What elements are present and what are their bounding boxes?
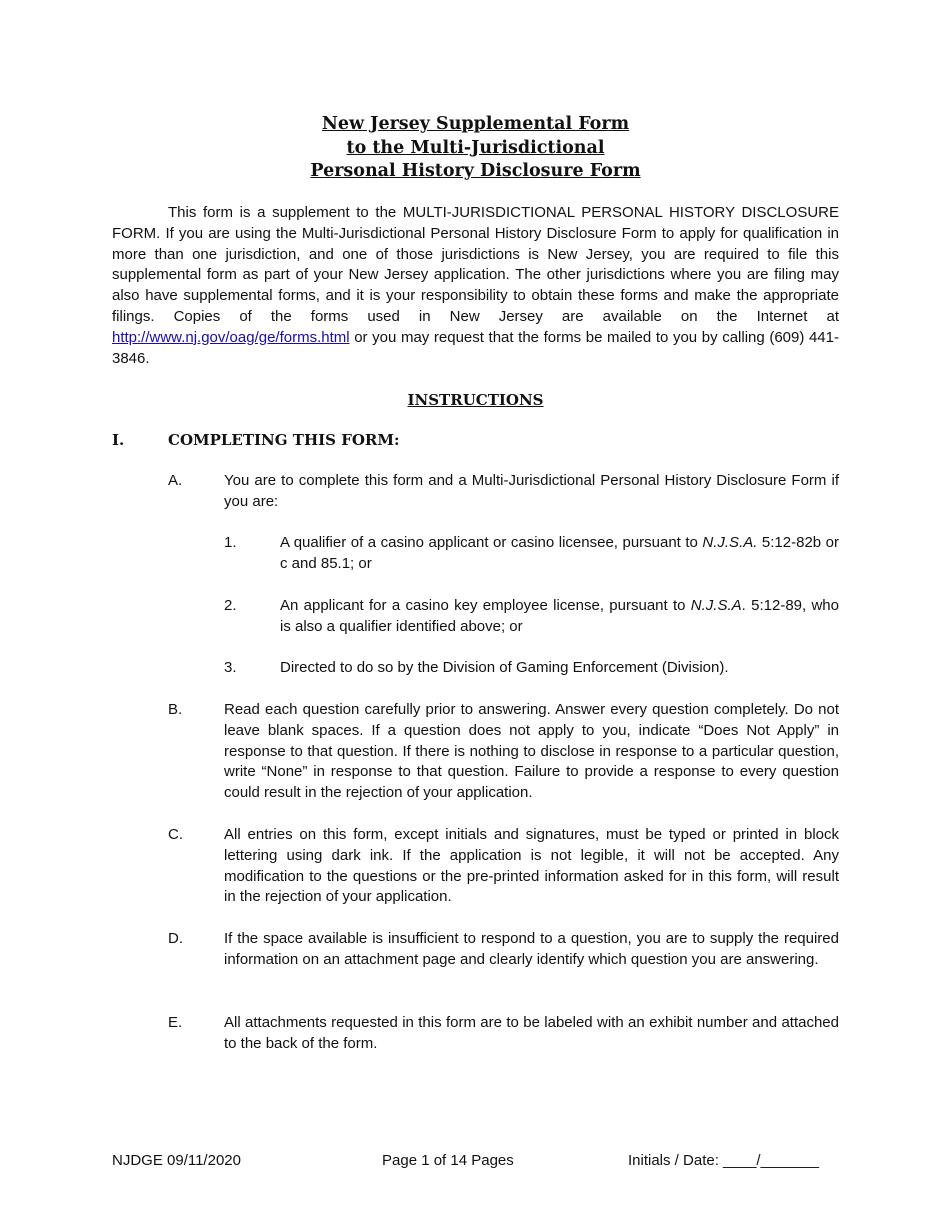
statute-citation: N.J.S.A. — [702, 534, 758, 551]
intro-text-after-link: or you may request that the forms be mailed to you by calling (609) 441-3846. — [112, 328, 839, 367]
footer-form-id: NJDGE 09/11/2020 — [112, 1152, 241, 1169]
item-text: Directed to do so by the Division of Gaming Enforcement (Division). — [280, 659, 729, 676]
item-label: A. — [168, 472, 183, 489]
title-line-1: New Jersey Supplemental Form — [321, 114, 630, 134]
list-item-C — [168, 825, 839, 908]
document-title — [112, 113, 839, 184]
list-item-D — [168, 929, 839, 971]
item-text — [280, 533, 839, 575]
list-item-A2 — [224, 596, 839, 638]
item-label: D. — [168, 930, 183, 947]
item-text: You are to complete this form and a Multi-Jurisdictional Personal History Disclosure Form if you are: — [224, 472, 839, 510]
item-label: 1. — [224, 534, 237, 551]
list-item-E — [168, 1013, 839, 1055]
title-line-2: to the Multi-Jurisdictional — [346, 137, 605, 158]
intro-paragraph — [112, 203, 839, 369]
item-text: All entries on this form, except initials and signatures, must be typed or printed in block lettering using dark ink. If the application is not legible, it will not be accepted. Any modification to the questions or the pre-printed information asked for in this form, will result in the rejection of your application. — [224, 826, 839, 906]
statute-citation: N.J.S.A — [690, 597, 742, 614]
instructions-heading: INSTRUCTIONS — [407, 391, 544, 409]
item-text-after: 5:12-82b or c and 85.1; or — [280, 534, 839, 572]
footer-initials-date[interactable]: Initials / Date: ____/_______ — [628, 1152, 819, 1169]
item-label: 3. — [224, 659, 237, 676]
intro-text-before-link: This form is a supplement to the MULTI-JURISDICTIONAL PERSONAL HISTORY DISCLOSURE FORM. If you are using the Multi-Jurisdictional Personal History Disclosure Form to apply for qualification in more than one jurisdiction, and one of those jurisdictions is New Jersey, you are required to file this supplemental form as part of your New Jersey application. The other jurisdictions where you are filing may also have supplemental forms, and it is your responsibility to obtain these forms and make the appropriate filings. Copies of the forms used in New Jersey are available on the Internet at — [112, 204, 839, 325]
list-item-B — [168, 700, 839, 804]
item-text: All attachments requested in this form are to be labeled with an exhibit number and attached to the back of the form. — [224, 1014, 839, 1052]
item-text: If the space available is insufficient to respond to a question, you are to supply the required information on an attachment page and clearly identify which question you are answering. — [224, 930, 839, 968]
item-text — [280, 596, 839, 638]
title-line-3: Personal History Disclosure Form — [310, 161, 641, 181]
section-title: COMPLETING THIS FORM: — [168, 431, 400, 449]
item-text-before: A qualifier of a casino applicant or casino licensee, pursuant to — [280, 534, 698, 551]
list-item-A1 — [224, 533, 839, 575]
list-item-A — [168, 471, 839, 513]
item-label: B. — [168, 701, 183, 718]
list-item-A3 — [224, 658, 839, 679]
item-label: 2. — [224, 597, 237, 614]
item-text-before: An applicant for a casino key employee license, pursuant to — [280, 597, 686, 614]
item-label: E. — [168, 1014, 183, 1031]
item-text: Read each question carefully prior to answering. Answer every question completely. Do not leave blank spaces. If a question does not apply to you, indicate “Does Not Apply” in response to that question. If there is nothing to disclose in response to a particular question, write “None” in response to that question. Failure to provide a response to every question could result in the rejection of your application. — [224, 701, 839, 802]
item-text-after: . 5:12-89, who is also a qualifier identified above; or — [280, 597, 839, 635]
forms-link[interactable]: http://www.nj.gov/oag/ge/forms.html — [112, 328, 350, 346]
section-number: I. — [112, 431, 125, 449]
item-label: C. — [168, 826, 183, 843]
footer-page-number: Page 1 of 14 Pages — [382, 1152, 514, 1169]
